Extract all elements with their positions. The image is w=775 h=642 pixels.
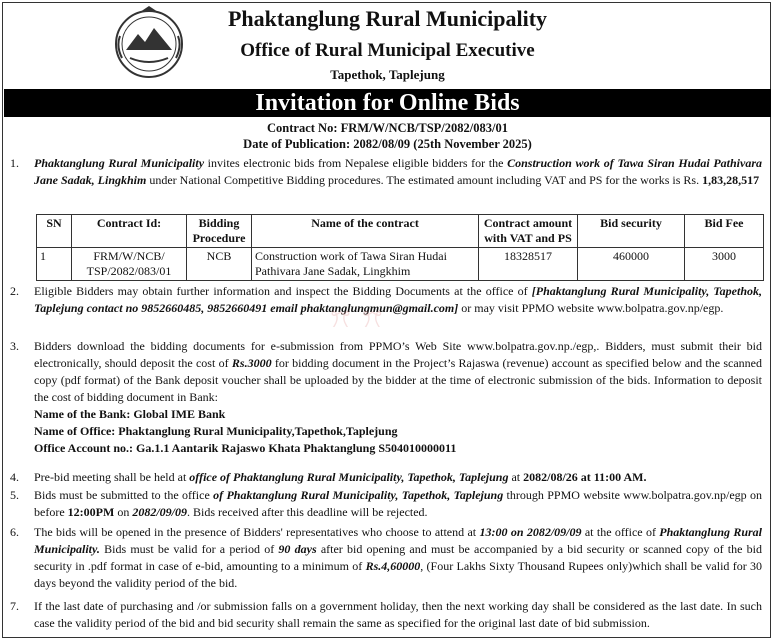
bids-table [36,214,764,281]
notice-item-4 [10,469,762,486]
column-header: Contract amount with VAT and PS [479,215,578,248]
item-text: at [508,470,524,484]
page-title: Phaktanglung Rural Municipality [227,6,548,31]
project-name: Construction work of Tawa Siran Hudai Pathivara Jane Sadak, Lingkhim [34,156,762,187]
table-cell: Construction work of Tawa Siran Hudai Pathivara Jane Sadak, Lingkhim [252,248,479,281]
submission-office: of Phaktanglung Rural Municipality, Tapethok, Taplejung [213,488,504,502]
item-text: If the last date of purchasing and /or submission falls on a government holiday, then the next working day shall be considered as the last date. In such case the validity period of the bid and bid security shall remain the same as specified for the original last date of bid submission. [34,599,762,630]
column-header: Bidding Procedure [187,215,252,248]
estimated-amount: 1,83,28,517 [702,173,760,187]
account-number: Office Account no.: Ga.1.1 Aantarik Rajaswo Khata Phaktanglung S504010000011 [34,441,457,455]
item-text: . Bids received after this deadline will be rejected. [186,505,428,519]
table-cell: NCB [187,248,252,281]
table-cell: 18328517 [479,248,578,281]
column-header: Contract Id: [72,215,187,248]
item-text: Bidders download the bidding documents for e-submission from PPMO’s Web Site www.bolpatra.gov.np./egp,. Bidders, must submit their bid electronically, should deposit the cost of [34,339,762,370]
item-number: 2. [10,284,19,298]
office-address: Tapethok, Taplejung [330,67,445,82]
column-header: Bid security [578,215,685,248]
notice-item-1 [10,155,762,189]
column-header: Name of the contract [252,215,479,248]
item-text: Bids must be valid for a period of [99,542,279,556]
item-number: 6. [10,525,19,539]
notice-banner: Invitation for Online Bids [4,89,771,117]
document-cost: Rs.3000 [231,356,272,370]
item-text: at the office of [581,525,660,539]
item-text: or may visit PPMO website www.bolpatra.gov.np/egp. [458,301,724,315]
bank-name: Name of the Bank: Global IME Bank [34,407,226,421]
item-number: 3. [10,339,19,353]
notice-item-7 [10,598,762,632]
table-cell: 3000 [685,248,764,281]
contract-number: Contract No: FRM/W/NCB/TSP/2082/083/01 [267,121,508,135]
table-row [37,248,764,281]
item-text: invites electronic bids from Nepalese eligible bidders for the [204,156,508,170]
submission-time: 12:00PM [67,505,115,519]
item-text: on [114,505,133,519]
validity-period: 90 days [278,542,317,556]
item-number: 5. [10,488,19,502]
opening-datetime: 13:00 on 2082/09/09 [479,525,582,539]
item-number: 7. [10,599,19,613]
publication-date: Date of Publication: 2082/08/09 (25th November 2025) [243,137,532,151]
notice-item-3 [10,338,762,457]
item-text: The bids will be opened in the presence of Bidders' representatives who choose to attend at [34,525,480,539]
table-header-row [37,215,764,248]
contact-info: [Phaktanglung Rural Municipality, Tapethok, Taplejung contact no 9852660485, 9852660491 email phaktanglungmun@gmail.com] [34,284,762,315]
notice-item-5 [10,487,762,521]
item-text: for bidding document in the Project’s Rajaswa (revenue) account as specified below and the scanned copy (pdf format) of the Bank deposit voucher shall be uploaded by the bidder at the time of electronic submission of the bids. Information to deposit the cost of bidding document in Bank: [34,356,763,404]
notice-item-2 [10,283,762,317]
item-text: after bid opening and must be accompanied by a bid security or scanned copy of the bid security in .pdf format in case of e-bid, amounting to a minimum of [34,542,762,573]
item-text: Bids must be submitted to the office [34,488,214,502]
municipality-name: Phaktanglung Rural Municipality [34,156,205,170]
column-header: SN [37,215,72,248]
item-number: 1. [10,156,19,170]
watermark-logo: ꔫ ꔫ [330,308,385,333]
item-text: Eligible Bidders may obtain further information and inspect the Bidding Documents at the office of [34,284,532,298]
item-text: Pre-bid meeting shall be held at [34,470,190,484]
table-cell: FRM/W/NCB/ TSP/2082/083/01 [72,248,187,281]
bid-security-amount: Rs.4,60000 [365,559,421,573]
item-number: 4. [10,470,19,484]
page-subtitle: Office of Rural Municipal Executive [240,40,535,61]
item-text: under National Competitive Bidding procedures. The estimated amount including VAT and PS for the works is Rs. [146,173,703,187]
column-header: Bid Fee [685,215,764,248]
table-cell: 460000 [578,248,685,281]
prebid-datetime: 2082/08/26 at 11:00 AM. [523,470,647,484]
notice-item-6 [10,524,762,592]
item-text: , (Four Lakhs Sixty Thousand Rupees only)which shall be valid for 30 days beyond the validity period of the bid. [34,559,763,590]
item-text: through PPMO website www.bolpatra.gov.np/egp on before [34,488,762,519]
submission-date: 2082/09/09 [132,505,187,519]
prebid-venue: office of Phaktanglung Rural Municipality, Tapethok, Taplejung [189,470,509,484]
opening-venue: Phaktanglung Rural Municipality. [34,525,763,556]
office-name: Name of Office: Phaktanglung Rural Municipality,Tapethok,Taplejung [34,424,398,438]
table-cell: 1 [37,248,72,281]
